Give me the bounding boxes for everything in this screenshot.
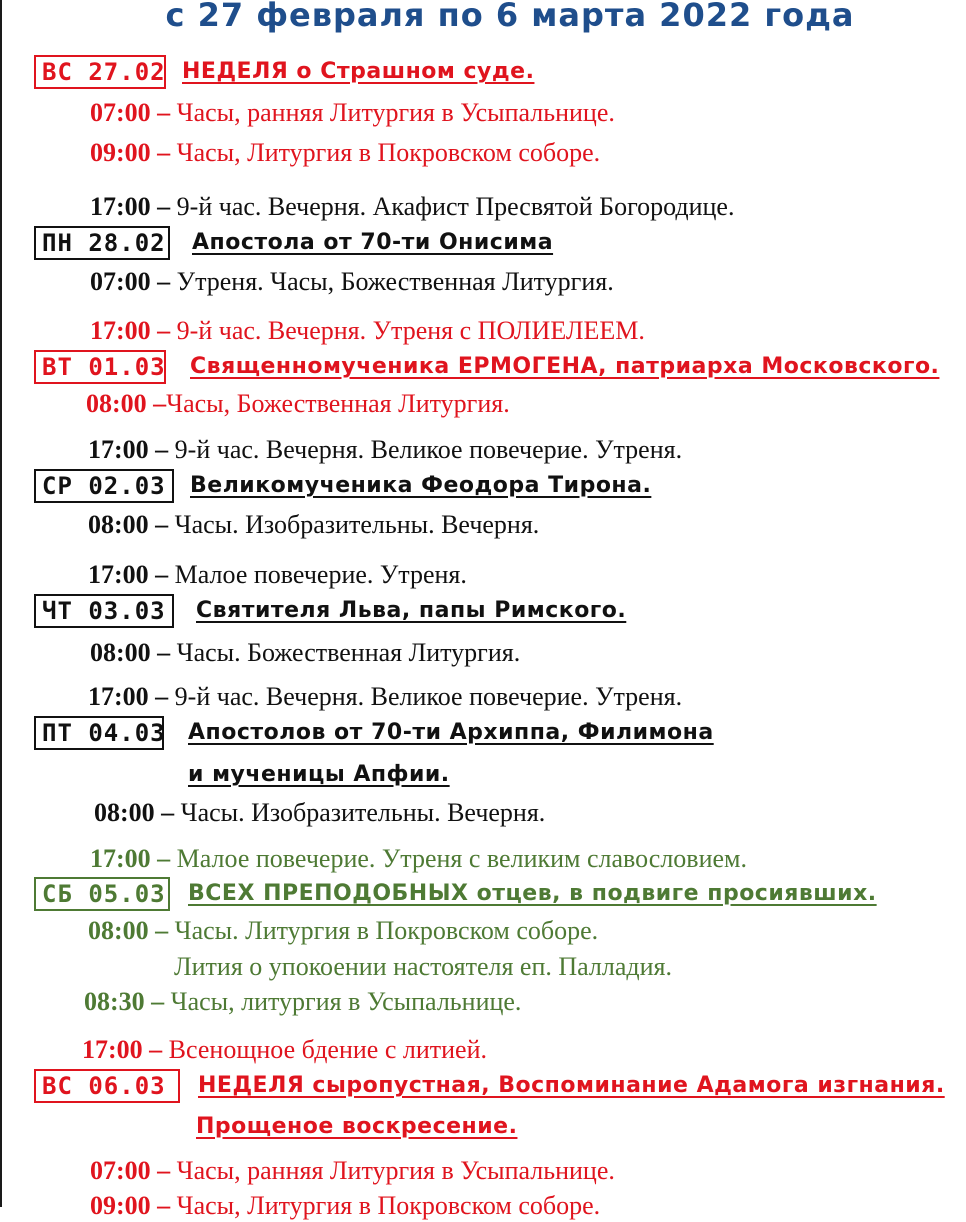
schedule-period-header: с 27 февраля по 6 марта 2022 года [165, 0, 855, 34]
feast-title-line-2: Прощеное воскресение. [196, 1114, 518, 1139]
service-time: 08:00 [86, 389, 147, 418]
service-line: 17:00 – 9-й час. Вечерня. Великое повечерие. Утреня. [88, 435, 683, 464]
feast-title: ВСЕХ ПРЕПОДОБНЫХ отцев, в подвиге просиявших. [188, 881, 877, 906]
service-text: Часы. Изобразительны. Вечерня. [174, 510, 540, 539]
service-line: 17:00 – 9-й час. Вечерня. Утреня с ПОЛИЕЛЕЕМ. [90, 316, 645, 345]
service-time: 17:00 [88, 682, 149, 711]
service-line: 07:00 – Часы, ранняя Литургия в Усыпальнице. [90, 98, 615, 127]
day-date-box: СБ 05.03 [34, 877, 170, 911]
service-text: Часы. Литургия в Покровском соборе. [174, 916, 599, 945]
service-line [174, 951, 672, 983]
service-time: 08:30 [84, 987, 145, 1016]
service-line: 17:00 – 9-й час. Вечерня. Акафист Пресвятой Богородице. [90, 192, 735, 221]
service-line: 17:00 – Малое повечерие. Утреня. [88, 560, 467, 589]
service-time: 17:00 [82, 1035, 143, 1064]
feast-title: Апостола от 70-ти Онисима [192, 230, 554, 255]
day-date-box: ВС 06.03 [34, 1069, 180, 1103]
service-line: 07:00 – Часы, ранняя Литургия в Усыпальнице. [90, 1156, 615, 1185]
service-text: Лития о упокоении настоятеля еп. Палладия. [174, 952, 673, 981]
service-time: 17:00 [88, 435, 149, 464]
service-text: Часы, Литургия в Покровском соборе. [176, 138, 601, 167]
day-date-box: СР 02.03 [34, 469, 174, 503]
service-time: 17:00 [90, 316, 151, 345]
service-time: 17:00 [88, 560, 149, 589]
service-line: 08:30 – Часы, литургия в Усыпальнице. [84, 987, 522, 1016]
service-time: 08:00 [88, 916, 149, 945]
day-date-box: ВС 27.02 [34, 55, 166, 89]
service-time: 07:00 [90, 98, 151, 127]
service-time: 07:00 [90, 267, 151, 296]
service-text: Малое повечерие. Утреня. [174, 560, 467, 589]
service-line: 08:00 – Часы. Литургия в Покровском соборе. [88, 916, 599, 945]
service-text: Часы. Изобразительны. Вечерня. [180, 798, 546, 827]
service-line: 08:00 – Часы. Изобразительны. Вечерня. [88, 510, 540, 539]
day-date-box: ПН 28.02 [34, 226, 170, 260]
service-text: Всенощное бдение с литией. [168, 1035, 487, 1064]
service-line: 08:00 – Часы. Божественная Литургия. [90, 638, 521, 667]
service-text: Часы, литургия в Усыпальнице. [170, 987, 522, 1016]
service-line: 17:00 – Малое повечерие. Утреня с великим славословием. [90, 844, 747, 873]
service-text: 9-й час. Вечерня. Великое повечерие. Утреня. [174, 435, 683, 464]
feast-title: Апостолов от 70-ти Архиппа, Филимона [188, 720, 714, 745]
feast-title-line-2: и мученицы Апфии. [188, 762, 450, 787]
service-text: 9-й час. Вечерня. Великое повечерие. Утреня. [174, 682, 683, 711]
service-time: 09:00 [90, 138, 151, 167]
service-text: 9-й час. Вечерня. Утреня с ПОЛИЕЛЕЕМ. [176, 316, 645, 345]
service-text: 9-й час. Вечерня. Акафист Пресвятой Богородице. [176, 192, 735, 221]
service-time: 08:00 [94, 798, 155, 827]
service-text: Часы, ранняя Литургия в Усыпальнице. [176, 98, 615, 127]
service-line: 08:00 –Часы, Божественная Литургия. [86, 389, 510, 418]
feast-title: Священномученика ЕРМОГЕНА, патриарха Московского. [190, 354, 940, 379]
service-time: 07:00 [90, 1156, 151, 1185]
feast-title: Святителя Льва, папы Римского. [196, 598, 627, 623]
feast-title: НЕДЕЛЯ сыропустная, Воспоминание Адамога изгнания. [198, 1073, 945, 1098]
service-text: Малое повечерие. Утреня с великим славословием. [176, 844, 747, 873]
service-line: 07:00 – Утреня. Часы, Божественная Литургия. [90, 267, 614, 296]
left-edge-line [0, 0, 2, 1207]
service-line: 09:00 – Часы, Литургия в Покровском соборе. [90, 138, 601, 167]
service-line: 17:00 – Всенощное бдение с литией. [82, 1035, 487, 1064]
service-line: 17:00 – 9-й час. Вечерня. Великое повечерие. Утреня. [88, 682, 683, 711]
service-text: Часы, Божественная Литургия. [166, 389, 510, 418]
service-line: 08:00 – Часы. Изобразительны. Вечерня. [94, 798, 546, 827]
feast-title: Великомученика Феодора Тирона. [190, 473, 652, 498]
service-text: Часы. Божественная Литургия. [176, 638, 521, 667]
day-date-box: ПТ 04.03 [34, 716, 164, 750]
day-date-box: ЧТ 03.03 [34, 594, 174, 628]
service-time: 17:00 [90, 192, 151, 221]
service-text: Утреня. Часы, Божественная Литургия. [176, 267, 614, 296]
day-date-box: ВТ 01.03 [34, 350, 166, 384]
service-time: 08:00 [90, 638, 151, 667]
service-time: 09:00 [90, 1191, 151, 1220]
feast-title: НЕДЕЛЯ о Страшном суде. [182, 59, 535, 84]
service-time: 17:00 [90, 844, 151, 873]
service-line: 09:00 – Часы, Литургия в Покровском соборе. [90, 1191, 601, 1220]
service-time: 08:00 [88, 510, 149, 539]
service-text: Часы, Литургия в Покровском соборе. [176, 1191, 601, 1220]
service-text: Часы, ранняя Литургия в Усыпальнице. [176, 1156, 615, 1185]
